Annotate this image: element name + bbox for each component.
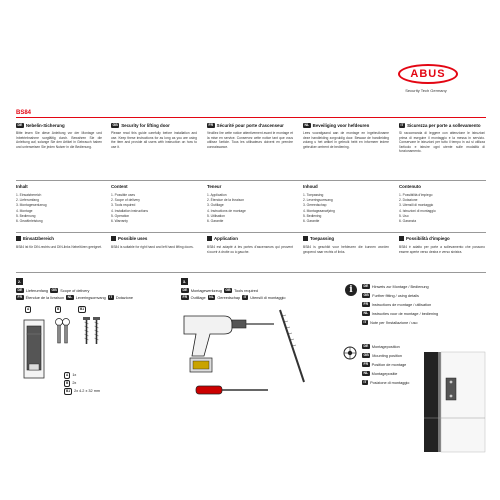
contents-item: 6. Garantie [207, 219, 224, 224]
legend-row [362, 284, 429, 289]
legend-row [362, 311, 438, 316]
contents-title: Content [111, 184, 128, 189]
column-heading [111, 123, 170, 128]
legend-row [362, 380, 409, 385]
contents-list [111, 193, 148, 224]
lang-code: IT [363, 380, 367, 384]
contents-item: 1. Einsatzbereich [16, 193, 42, 197]
delivery-illustration [18, 314, 128, 424]
contents-item: 6. Garantie [303, 219, 320, 224]
caption-fr [16, 295, 133, 300]
caption-text: Étendue de la livraison [25, 295, 65, 300]
divider-line [16, 272, 486, 273]
heading-text: Security for lifting door [121, 123, 170, 128]
use-heading [303, 236, 334, 241]
caption-text: Lieferumfang [25, 288, 49, 293]
contents-item: 1. Toepassing [303, 193, 324, 197]
contents-item: 4. Instructions de montage [207, 208, 246, 213]
contents-item: 3. Gereedschap [303, 203, 327, 208]
lang-code: DE [363, 284, 369, 288]
contents-item: 4. Montageaanwijzing [303, 208, 335, 213]
contents-item: 1. Application [207, 193, 227, 197]
use-text: BS84 est adapté à les portes d'ascenseurs qui peuvent s'ouvrir à droite ou à gauche. [207, 245, 293, 254]
intro-text: Si raccomanda di leggere con attenzione le istruzioni prima di eseguire il montaggio e la messa in servizio. Conservare le istruzioni per tutto il tempo in cui si utilizza l'articolo e istruire ogni utente sulle modalità di funzionamento. [399, 131, 485, 154]
lang-code: IT [400, 123, 404, 127]
use-text: BS84 is geschikt voor hefdeuren die kunnen worden geopend naar rechts of links. [303, 245, 389, 254]
legend-row [362, 293, 419, 298]
legend-row [362, 362, 406, 367]
qty-row-b1: B1 2x 4.2 x 32 mm [66, 389, 101, 394]
contents-title: Inhoud [303, 184, 318, 189]
contents-item: 2. Leveringsomvang [303, 198, 333, 203]
contents-item: 5. Utilisation [207, 213, 225, 218]
lang-code: NL [67, 295, 73, 299]
tools-caption-row2 [181, 295, 286, 300]
column-heading [399, 123, 481, 128]
contents-item: 3. Outillage [207, 203, 224, 208]
use-title: Possibilità d'impiego [406, 236, 450, 241]
contents-item: 6. Garanzia [399, 219, 417, 224]
intro-text: Veuillez lire cette notice attentivement avant le montage et la mise en service. Conservez cette notice tant que vous utilisez l'article. Tous les utilisateurs doivent en prendre connaissance. [207, 131, 293, 149]
contents-item: 3. Montagewerkzeug [16, 203, 47, 208]
divider-line [16, 232, 486, 233]
step-number: 2. [17, 279, 22, 284]
legend-text: Mounting position [372, 353, 403, 358]
part-label-b1: B1 [80, 307, 85, 311]
legend-text: Note per l'installazione / uso [370, 320, 418, 325]
legend-text: Hinweis zur Montage / Bedienung [371, 284, 429, 289]
screws-drawing [83, 317, 100, 344]
lang-code: FR [208, 123, 214, 127]
lang-code: NL [363, 311, 369, 315]
column-heading [207, 123, 284, 128]
use-text: BS84 is suitable for right hand and left hand lifting doors. [111, 245, 194, 249]
lang-code: NL [363, 371, 369, 375]
contents-list [399, 193, 436, 224]
use-heading [16, 236, 54, 241]
contents-item: 1. Possible uses [111, 193, 136, 197]
section-marker [207, 236, 212, 241]
section-marker [111, 236, 116, 241]
caption-text: Dotazione [115, 295, 133, 300]
intro-text: Lees voorafgaand aan de montage en ingebruikname deze handleiding zorgvuldig door. Bewaar de handleiding zolang u het artikel in gebruik hebt en informeer iedere gebruiker omtrent de bediening. [303, 131, 389, 149]
use-text: BS84 ist für DIN-rechts und DIN-links Nebeltüren geeignet. [16, 245, 102, 249]
caption-text: Gereedschap [217, 295, 241, 300]
drill-drawing [184, 316, 274, 372]
contents-item: 4. Istruzioni di montaggio [399, 208, 436, 213]
lang-code: DE [17, 123, 23, 127]
contents-title: Inhalt [16, 184, 28, 189]
info-icon: i [345, 284, 357, 296]
caption-text: Outillage [190, 295, 206, 300]
part-label-a: A [27, 307, 30, 311]
contents-list [207, 193, 246, 224]
legend-text: Montagepositie [371, 371, 398, 376]
abus-logo [398, 64, 458, 84]
lang-code: NL [209, 295, 214, 299]
heading-text: Nebelin-Sicherung [25, 123, 65, 128]
heading-text: Beveiliging voor hefdeuren [312, 123, 370, 128]
legend-text: Montageposition [371, 344, 400, 349]
lang-code: GB [112, 123, 118, 127]
lang-code: DE [17, 288, 23, 292]
legend-text: Instructions de montage / utilisation [371, 302, 432, 307]
lang-code: GB [363, 353, 369, 357]
door-frame-illustration [418, 348, 488, 458]
contents-item: 2. Scope of delivery [111, 198, 140, 203]
keys-drawing [56, 319, 70, 344]
legend-row [362, 353, 402, 358]
legend-row [362, 371, 397, 376]
intro-text: Bitte lesen Sie diese Anleitung vor der Montage und Inbetriebnahme sorgfältig durch. Bewahren Sie die Anleitung auf, solange Sie den Artikel in Gebrauch haben und unterweisen Sie jeden Nutzer in die Bedienung. [16, 131, 102, 149]
lang-code: NL [304, 123, 310, 127]
caption-text: Montagewerkzeug [190, 288, 222, 293]
column-heading [303, 123, 369, 128]
contents-item: 5. Bedienung [16, 213, 36, 218]
lang-code: IT [363, 320, 367, 324]
lang-code: GB [363, 293, 369, 297]
divider-line [16, 180, 486, 181]
contents-title: Teneur [207, 184, 222, 189]
contents-item: 6. Gewährleistung [16, 219, 43, 224]
use-title: Application [214, 236, 238, 241]
part-label-b: B [57, 307, 60, 311]
lock-body-drawing [24, 320, 44, 378]
legend-text: Further fitting / using details [372, 293, 419, 298]
lang-code: IT [109, 295, 113, 299]
legend-text: Instructies voor de montage / bediening [371, 311, 439, 316]
logo-text: ABUS [410, 68, 446, 80]
use-title: Toepassing [310, 236, 335, 241]
contents-title: Contenuto [399, 184, 421, 189]
legend-text: Position de montage [371, 362, 407, 367]
contents-item: 4. Installation instructions [111, 208, 149, 213]
drill-bit-drawing [280, 310, 304, 382]
use-title: Possible uses [118, 236, 148, 241]
heading-text: Sicurezza per porte a sollevamento [407, 123, 481, 128]
lang-code: FR [17, 295, 23, 299]
legend-row [362, 320, 418, 325]
use-title: Einsatzbereich [23, 236, 54, 241]
heading-text: Sécurité pour porte d'ascenseur [216, 123, 284, 128]
contents-item: 5. Bediening [303, 213, 322, 218]
legend-row [362, 344, 400, 349]
use-heading [111, 236, 147, 241]
intro-text: Please read this guide carefully before installation and use. Keep these instructions for as long as you are using the item and provide all users with instruction on how to use it. [111, 131, 197, 149]
screwdriver-drawing [196, 386, 268, 394]
lang-code: DE [363, 344, 369, 348]
use-text: BS84 è adatto per porte a sollevamento che possono essere aperte verso destra e verso sinistra. [399, 245, 485, 254]
brand-tagline: Security Tech Germany [405, 88, 447, 93]
caption-text: Leveringsomvang [75, 295, 106, 300]
qty-row-b: B 2x [66, 381, 77, 386]
lang-code: FR [363, 362, 369, 366]
contents-item: 5. Operation [111, 213, 130, 218]
contents-item: 3. Utensili di montaggio [399, 203, 434, 208]
qty-row-a: A 1x [66, 373, 77, 378]
contents-item: 3. Tools required [111, 203, 136, 208]
lang-code: GB [225, 288, 231, 292]
legend-row [362, 302, 431, 307]
lang-code: DE [182, 288, 188, 292]
step-number: 3. [182, 279, 187, 284]
contents-list [16, 193, 47, 224]
contents-item: 6. Warranty [111, 219, 128, 224]
contents-item: 2. Dotazione [399, 198, 418, 203]
caption-text: Scope of delivery [60, 288, 90, 293]
section-marker [399, 236, 404, 241]
tools-caption-row1 [181, 288, 258, 293]
legend-text: Posizione di montaggio [370, 380, 410, 385]
caption-text: Tools required [234, 288, 259, 293]
contents-item: 2. Lieferumfang [16, 198, 39, 203]
use-heading [399, 236, 450, 241]
section-marker [16, 236, 21, 241]
mounting-position-icon [343, 346, 357, 360]
use-heading [207, 236, 238, 241]
contents-item: 1. Possibilità d'impiego [399, 193, 433, 197]
contents-item: 4. Montage [16, 208, 33, 213]
column-heading [16, 123, 65, 128]
contents-item: 2. Étendue de la livraison [207, 198, 245, 203]
header-divider [16, 117, 486, 118]
tools-illustration [176, 304, 316, 434]
contents-list [303, 193, 335, 224]
caption-de [16, 288, 89, 293]
lang-code: GB [51, 288, 57, 292]
caption-text: Utensili di montaggio [250, 295, 286, 300]
section-marker [303, 236, 308, 241]
lang-code: IT [243, 295, 247, 299]
contents-item: 5. Uso [399, 213, 409, 218]
lang-code: FR [363, 302, 369, 306]
lang-code: FR [182, 295, 188, 299]
model-number: BS84 [16, 110, 32, 116]
